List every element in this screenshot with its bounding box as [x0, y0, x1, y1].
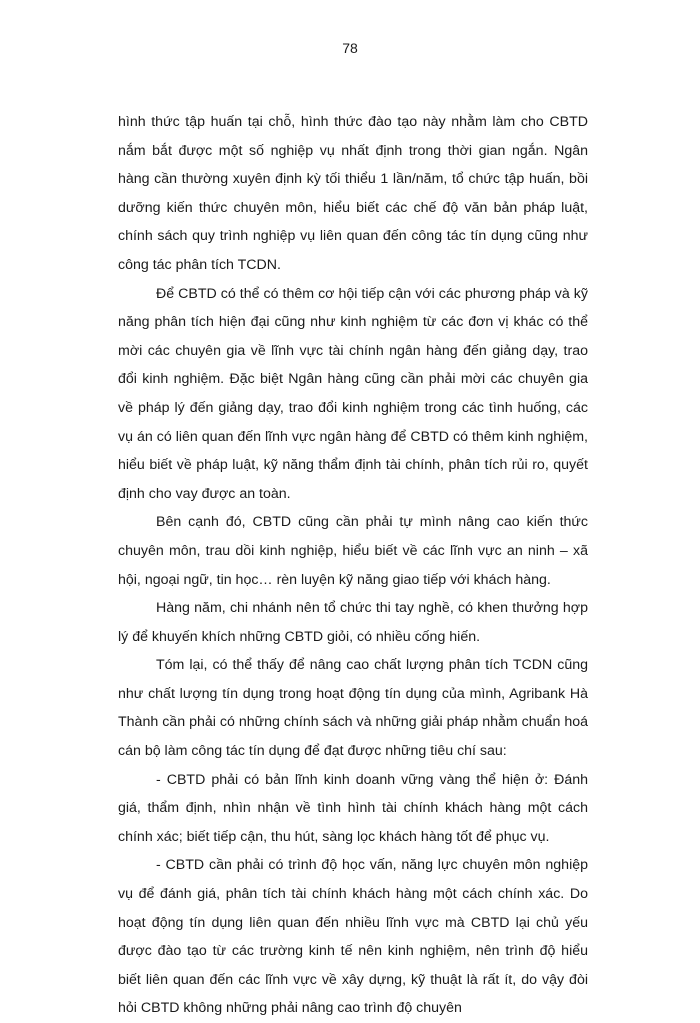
- page-number: 78: [342, 40, 358, 56]
- paragraph: hình thức tập huấn tại chỗ, hình thức đào tạo này nhằm làm cho CBTD nắm bắt được một số nghiệp vụ nhất định trong thời gian ngắn. Ngân hàng cần thường xuyên định kỳ tối thiểu 1 lần/năm, tổ chức tập huấn, bồi dưỡng kiến thức chuyên môn, hiểu biết các chế độ văn bản pháp luật, chính sách quy trình nghiệp vụ liên quan đến công tác tín dụng cũng như công tác phân tích TCDN.: [118, 114, 588, 273]
- body-text: [118, 108, 588, 1023]
- paragraph: Bên cạnh đó, CBTD cũng cần phải tự mình nâng cao kiến thức chuyên môn, trau dồi kinh nghiệp, hiểu biết về các lĩnh vực an ninh – xã hội, ngoại ngữ, tin học… rèn luyện kỹ năng giao tiếp với khách hàng.: [118, 514, 588, 588]
- paragraph: Tóm lại, có thể thấy để nâng cao chất lượng phân tích TCDN cũng như chất lượng tín dụng trong hoạt động tín dụng của mình, Agribank Hà Thành cần phải có những chính sách và những giải pháp nhằm chuẩn hoá cán bộ làm công tác tín dụng để đạt được những tiêu chí sau:: [118, 657, 588, 760]
- paragraph: Hàng năm, chi nhánh nên tổ chức thi tay nghề, có khen thưởng hợp lý để khuyến khích những CBTD giỏi, có nhiều cống hiến.: [118, 600, 588, 645]
- paragraph: Để CBTD có thể có thêm cơ hội tiếp cận với các phương pháp và kỹ năng phân tích hiện đại cũng như kinh nghiệm từ các đơn vị khác có thể mời các chuyên gia về lĩnh vực tài chính ngân hàng đến giảng dạy, trao đổi kinh nghiệm. Đặc biệt Ngân hàng cũng cần phải mời các chuyên gia về pháp lý đến giảng dạy, trao đổi kinh nghiệm trong các tình huống, các vụ án có liên quan đến lĩnh vực ngân hàng để CBTD có thêm kinh nghiệm, hiểu biết về pháp luật, kỹ năng thẩm định tài chính, phân tích rủi ro, quyết định cho vay được an toàn.: [118, 285, 588, 502]
- bullet-paragraph: - CBTD cần phải có trình độ học vấn, năng lực chuyên môn nghiệp vụ để đánh giá, phân tích tài chính khách hàng một cách chính xác. Do hoạt động tín dụng liên quan đến nhiều lĩnh vực mà CBTD lại chủ yếu được đào tạo từ các trường kinh tế nên kinh nghiệm, nên trình độ hiểu biết liên quan đến các lĩnh vực về xây dựng, kỹ thuật là rất ít, do vậy đòi hỏi CBTD không những phải nâng cao trình độ chuyên: [118, 857, 588, 1017]
- bullet-paragraph: - CBTD phải có bản lĩnh kinh doanh vững vàng thể hiện ở: Đánh giá, thẩm định, nhìn nhận về tình hình tài chính khách hàng một cách chính xác; biết tiếp cận, thu hút, sàng lọc khách hàng tốt để phục vụ.: [118, 771, 588, 845]
